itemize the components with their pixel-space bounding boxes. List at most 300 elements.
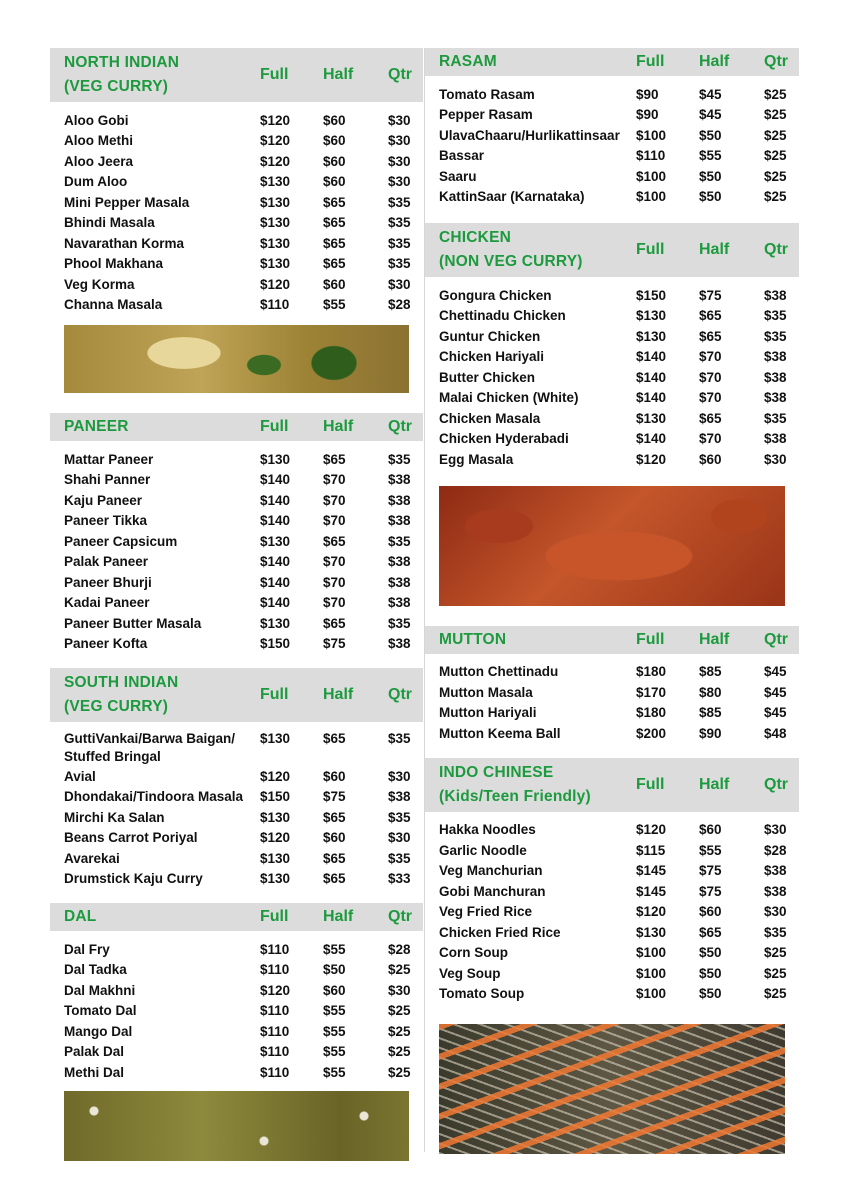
price-qtr: $38 (388, 574, 411, 590)
full-header: Full (260, 686, 289, 703)
menu-item-row (64, 552, 423, 573)
menu-item-row (64, 131, 423, 152)
item-name: Bhindi Masala (64, 215, 155, 231)
price-full: $130 (260, 615, 291, 631)
price-half: $65 (323, 256, 346, 272)
section-title: PANEER (64, 418, 129, 435)
price-half: $65 (699, 410, 722, 426)
item-name: Palak Dal (64, 1044, 125, 1060)
price-half: $60 (699, 822, 722, 838)
menu-item-row (439, 146, 799, 167)
price-half: $60 (323, 830, 346, 846)
item-name: Avarekai (64, 850, 120, 866)
menu-item-row (439, 682, 799, 703)
price-half: $65 (323, 235, 346, 251)
price-half: $65 (323, 850, 346, 866)
item-name: KattinSaar (Karnataka) (439, 189, 585, 205)
item-name: Shahi Panner (64, 472, 151, 488)
price-qtr: $33 (388, 871, 411, 887)
price-half: $55 (699, 148, 722, 164)
menu-item-row (64, 634, 423, 655)
item-name: Dhondakai/Tindoora Masala (64, 789, 244, 805)
full-header: Full (636, 775, 665, 793)
price-half: $70 (699, 390, 722, 406)
menu-item-row (439, 449, 799, 470)
item-name: Tomato Soup (439, 986, 525, 1002)
menu-item-row (64, 192, 423, 213)
menu-item-row (64, 1042, 423, 1063)
menu-item-row (439, 105, 799, 126)
price-qtr: $25 (764, 965, 787, 981)
item-name: Mutton Masala (439, 684, 533, 700)
price-qtr: $25 (388, 1044, 411, 1060)
chicken-photo (439, 486, 785, 606)
price-qtr: $35 (388, 194, 411, 210)
half-header: Half (699, 53, 730, 70)
price-qtr: $35 (764, 308, 787, 324)
price-full: $100 (636, 189, 667, 205)
price-qtr: $38 (764, 883, 787, 899)
menu-item-row (64, 730, 423, 766)
menu-item-row (439, 820, 799, 841)
menu-item-row (439, 306, 799, 327)
section-header-south-indian (50, 668, 423, 722)
price-full: $140 (260, 595, 291, 611)
item-name: Bassar (439, 148, 485, 164)
menu-item-row (439, 861, 799, 882)
price-half: $50 (699, 986, 722, 1002)
item-name: Chicken Hyderabadi (439, 431, 569, 447)
price-half: $50 (699, 945, 722, 961)
item-name: Veg Korma (64, 276, 135, 292)
price-half: $55 (323, 1064, 346, 1080)
price-half: $55 (323, 297, 346, 313)
price-half: $75 (699, 863, 722, 879)
menu-item-row (64, 1021, 423, 1042)
menu-list-paneer (50, 441, 423, 654)
price-full: $130 (260, 235, 291, 251)
price-qtr: $28 (388, 297, 411, 313)
price-qtr: $25 (764, 168, 787, 184)
price-full: $110 (260, 1003, 290, 1019)
price-qtr: $35 (388, 533, 411, 549)
dal-photo (64, 1091, 409, 1161)
price-qtr: $35 (388, 235, 411, 251)
price-qtr: $38 (388, 789, 411, 805)
qtr-header: Qtr (764, 53, 788, 70)
price-qtr: $35 (388, 215, 411, 231)
menu-item-row (64, 807, 423, 828)
price-half: $90 (699, 725, 722, 741)
price-qtr: $30 (388, 276, 411, 292)
price-qtr: $25 (388, 1064, 411, 1080)
item-name: Paneer Capsicum (64, 533, 178, 549)
menu-item-row (64, 531, 423, 552)
half-header: Half (699, 630, 730, 648)
menu-item-row (64, 151, 423, 172)
price-qtr: $38 (764, 431, 787, 447)
price-half: $45 (699, 86, 722, 102)
menu-item-row (439, 662, 799, 683)
price-full: $150 (636, 287, 667, 303)
price-half: $65 (323, 809, 346, 825)
price-qtr: $30 (388, 133, 411, 149)
half-header: Half (323, 686, 354, 703)
item-name: Navarathan Korma (64, 235, 185, 251)
price-half: $85 (699, 664, 722, 680)
price-half: $65 (323, 533, 346, 549)
price-full: $130 (260, 256, 291, 272)
price-full: $120 (636, 904, 667, 920)
price-qtr: $25 (764, 86, 787, 102)
price-half: $60 (323, 112, 346, 128)
menu-item-row (64, 295, 423, 316)
price-half: $65 (323, 615, 346, 631)
price-full: $120 (260, 830, 291, 846)
price-full: $140 (260, 513, 291, 529)
half-header: Half (323, 66, 354, 83)
price-full: $100 (636, 127, 667, 143)
price-half: $50 (699, 127, 722, 143)
item-name: Paneer Bhurji (64, 574, 152, 590)
price-qtr: $30 (388, 830, 411, 846)
price-qtr: $48 (764, 725, 787, 741)
item-name: Mattar Paneer (64, 451, 154, 467)
section-header-north-indian (50, 48, 423, 102)
price-qtr: $30 (388, 768, 411, 784)
price-half: $65 (323, 451, 346, 467)
menu-item-row (64, 766, 423, 787)
menu-list-dal (50, 931, 423, 1083)
price-half: $45 (699, 107, 722, 123)
price-half: $70 (699, 349, 722, 365)
price-full: $110 (260, 1023, 290, 1039)
price-full: $130 (260, 809, 291, 825)
price-full: $120 (260, 276, 291, 292)
price-half: $70 (323, 492, 346, 508)
menu-item-row (64, 1001, 423, 1022)
price-full: $110 (260, 297, 290, 313)
section-title: DAL (64, 908, 97, 925)
half-header: Half (699, 241, 730, 258)
item-name: Tomato Rasam (439, 86, 535, 102)
price-full: $130 (260, 533, 291, 549)
price-half: $70 (323, 595, 346, 611)
price-full: $110 (636, 148, 666, 164)
item-name: Dal Fry (64, 941, 110, 957)
price-half: $60 (323, 133, 346, 149)
section-title: MUTTON (439, 630, 507, 648)
price-qtr: $35 (764, 924, 787, 940)
full-header: Full (260, 66, 289, 83)
price-full: $180 (636, 664, 667, 680)
full-header: Full (260, 418, 289, 435)
price-qtr: $25 (764, 148, 787, 164)
price-half: $60 (699, 451, 722, 467)
item-name: Dum Aloo (64, 174, 128, 190)
item-name: Malai Chicken (White) (439, 390, 579, 406)
menu-list-indo-chinese (425, 812, 799, 1005)
item-name: Butter Chicken (439, 369, 536, 385)
section-header-dal (50, 903, 423, 931)
item-name: Saaru (439, 168, 477, 184)
menu-item-row (439, 187, 799, 208)
section-title: INDO CHINESE (Kids/Teen Friendly) (439, 763, 591, 805)
half-header: Half (699, 775, 730, 793)
menu-item-row (64, 848, 423, 869)
item-name: Corn Soup (439, 945, 508, 961)
item-name: Drumstick Kaju Curry (64, 871, 203, 887)
price-full: $140 (636, 390, 667, 406)
menu-item-row (439, 408, 799, 429)
price-qtr: $45 (764, 664, 787, 680)
item-name: Chicken Hariyali (439, 349, 545, 365)
item-name: Dal Tadka (64, 962, 127, 978)
qtr-header: Qtr (388, 418, 412, 435)
price-half: $70 (323, 513, 346, 529)
item-name: Garlic Noodle (439, 842, 527, 858)
price-qtr: $38 (388, 595, 411, 611)
item-name: Pepper Rasam (439, 107, 533, 123)
price-half: $60 (323, 153, 346, 169)
menu-item-row (64, 233, 423, 254)
menu-item-row (439, 723, 799, 744)
price-half: $55 (323, 941, 346, 957)
menu-item-row (64, 939, 423, 960)
price-qtr: $25 (764, 127, 787, 143)
item-name: Paneer Tikka (64, 513, 148, 529)
item-name: Channa Masala (64, 297, 163, 313)
price-half: $70 (323, 472, 346, 488)
price-full: $120 (260, 133, 291, 149)
price-qtr: $38 (764, 863, 787, 879)
price-full: $140 (636, 431, 667, 447)
menu-item-row (439, 881, 799, 902)
full-header: Full (260, 908, 289, 925)
menu-item-row (439, 84, 799, 105)
price-qtr: $30 (388, 112, 411, 128)
item-name: Guntur Chicken (439, 328, 541, 344)
right-column (425, 48, 799, 1154)
price-qtr: $45 (764, 684, 787, 700)
price-full: $180 (636, 705, 667, 721)
price-qtr: $35 (764, 328, 787, 344)
price-qtr: $25 (388, 962, 411, 978)
item-name: Chicken Fried Rice (439, 924, 561, 940)
item-name: Beans Carrot Poriyal (64, 830, 198, 846)
price-full: $130 (260, 174, 291, 190)
price-qtr: $35 (388, 809, 411, 825)
price-qtr: $38 (388, 472, 411, 488)
item-name: UlavaChaaru/Hurlikattinsaar (439, 127, 620, 143)
price-full: $110 (260, 941, 290, 957)
price-half: $70 (323, 574, 346, 590)
price-qtr: $38 (764, 349, 787, 365)
menu-item-row (439, 367, 799, 388)
menu-item-row (64, 274, 423, 295)
price-half: $75 (323, 789, 346, 805)
menu-item-row (439, 703, 799, 724)
section-header-paneer (50, 413, 423, 441)
section-title: SOUTH INDIAN (VEG CURRY) (64, 674, 179, 715)
menu-list-south-indian (50, 722, 423, 889)
price-half: $65 (323, 871, 346, 887)
price-half: $50 (323, 962, 346, 978)
menu-item-row (64, 960, 423, 981)
price-full: $100 (636, 965, 667, 981)
item-name: Aloo Jeera (64, 153, 134, 169)
item-name: Veg Fried Rice (439, 904, 533, 920)
menu-item-row (64, 213, 423, 234)
price-full: $140 (636, 369, 667, 385)
price-full: $100 (636, 986, 667, 1002)
item-name: Mutton Hariyali (439, 705, 537, 721)
price-full: $145 (636, 863, 667, 879)
section-title: CHICKEN (NON VEG CURRY) (439, 229, 583, 270)
price-half: $60 (323, 276, 346, 292)
price-qtr: $38 (764, 390, 787, 406)
price-half: $65 (323, 215, 346, 231)
section-header-rasam (425, 48, 799, 76)
item-name: Paneer Kofta (64, 636, 148, 652)
menu-item-row (64, 613, 423, 634)
menu-item-row (439, 984, 799, 1005)
menu-item-row (64, 869, 423, 890)
price-full: $200 (636, 725, 667, 741)
price-half: $70 (323, 554, 346, 570)
price-qtr: $35 (388, 850, 411, 866)
menu-item-row (64, 110, 423, 131)
menu-item-row (439, 922, 799, 943)
price-half: $50 (699, 168, 722, 184)
menu-item-row (64, 449, 423, 470)
price-half: $55 (323, 1044, 346, 1060)
price-full: $140 (260, 574, 291, 590)
menu-item-row (64, 254, 423, 275)
menu-item-row (439, 326, 799, 347)
item-name: Mutton Keema Ball (439, 725, 561, 741)
item-name: Mirchi Ka Salan (64, 809, 165, 825)
price-full: $120 (260, 982, 291, 998)
price-qtr: $30 (388, 153, 411, 169)
menu-item-row (64, 787, 423, 808)
menu-item-row (64, 828, 423, 849)
section-header-chicken (425, 223, 799, 277)
price-half: $75 (323, 636, 346, 652)
item-name: Dal Makhni (64, 982, 136, 998)
item-name: Gobi Manchuran (439, 883, 546, 899)
item-name: Aloo Gobi (64, 112, 129, 128)
price-qtr: $35 (388, 731, 411, 746)
qtr-header: Qtr (764, 241, 788, 258)
qtr-header: Qtr (764, 630, 788, 648)
item-name: Tomato Dal (64, 1003, 137, 1019)
item-name: Avial (64, 768, 96, 784)
menu-item-row (64, 980, 423, 1001)
full-header: Full (636, 53, 665, 70)
item-name: Mango Dal (64, 1023, 133, 1039)
price-qtr: $38 (764, 369, 787, 385)
qtr-header: Qtr (764, 775, 788, 793)
menu-item-row (439, 429, 799, 450)
item-name: Veg Soup (439, 965, 501, 981)
price-half: $70 (699, 369, 722, 385)
menu-list-north-indian (50, 102, 423, 315)
price-full: $130 (636, 410, 667, 426)
item-name: Kaju Paneer (64, 492, 143, 508)
curry-photo (64, 325, 409, 393)
item-name: Phool Makhana (64, 256, 164, 272)
price-full: $150 (260, 789, 291, 805)
price-full: $120 (260, 112, 291, 128)
item-name: Paneer Butter Masala (64, 615, 202, 631)
price-half: $65 (699, 308, 722, 324)
menu-item-row (64, 593, 423, 614)
price-full: $120 (260, 153, 291, 169)
price-qtr: $25 (388, 1023, 411, 1039)
price-half: $55 (323, 1003, 346, 1019)
price-half: $50 (699, 189, 722, 205)
price-half: $75 (699, 287, 722, 303)
item-name: Kadai Paneer (64, 595, 150, 611)
price-half: $65 (699, 924, 722, 940)
price-full: $90 (636, 107, 659, 123)
section-title: NORTH INDIAN (VEG CURRY) (64, 54, 180, 95)
item-name: Palak Paneer (64, 554, 149, 570)
price-full: $100 (636, 945, 667, 961)
menu-list-rasam (425, 76, 799, 207)
price-full: $140 (260, 472, 291, 488)
price-full: $120 (636, 451, 667, 467)
menu-list-mutton (425, 654, 799, 744)
price-qtr: $35 (764, 410, 787, 426)
price-half: $60 (699, 904, 722, 920)
menu-item-row (439, 125, 799, 146)
price-qtr: $35 (388, 615, 411, 631)
price-full: $130 (260, 451, 291, 467)
section-title: RASAM (439, 53, 497, 70)
price-full: $140 (260, 492, 291, 508)
price-half: $60 (323, 982, 346, 998)
price-qtr: $28 (764, 842, 787, 858)
item-name: Mutton Chettinadu (439, 664, 559, 680)
menu-item-row (439, 285, 799, 306)
price-half: $85 (699, 705, 722, 721)
price-qtr: $35 (388, 451, 411, 467)
price-full: $110 (260, 1044, 290, 1060)
price-full: $170 (636, 684, 667, 700)
price-qtr: $28 (388, 941, 411, 957)
price-qtr: $38 (764, 287, 787, 303)
price-half: $70 (699, 431, 722, 447)
price-half: $55 (323, 1023, 346, 1039)
price-full: $150 (260, 636, 291, 652)
menu-item-row (64, 470, 423, 491)
price-full: $145 (636, 883, 667, 899)
price-full: $130 (260, 215, 291, 231)
price-half: $65 (323, 731, 346, 746)
price-full: $120 (636, 822, 667, 838)
half-header: Half (323, 418, 354, 435)
qtr-header: Qtr (388, 66, 412, 83)
item-name: Veg Manchurian (439, 863, 543, 879)
price-qtr: $25 (764, 189, 787, 205)
half-header: Half (323, 908, 354, 925)
menu-item-row (439, 388, 799, 409)
item-name: Methi Dal (64, 1064, 125, 1080)
price-qtr: $30 (764, 451, 787, 467)
price-qtr: $25 (764, 107, 787, 123)
